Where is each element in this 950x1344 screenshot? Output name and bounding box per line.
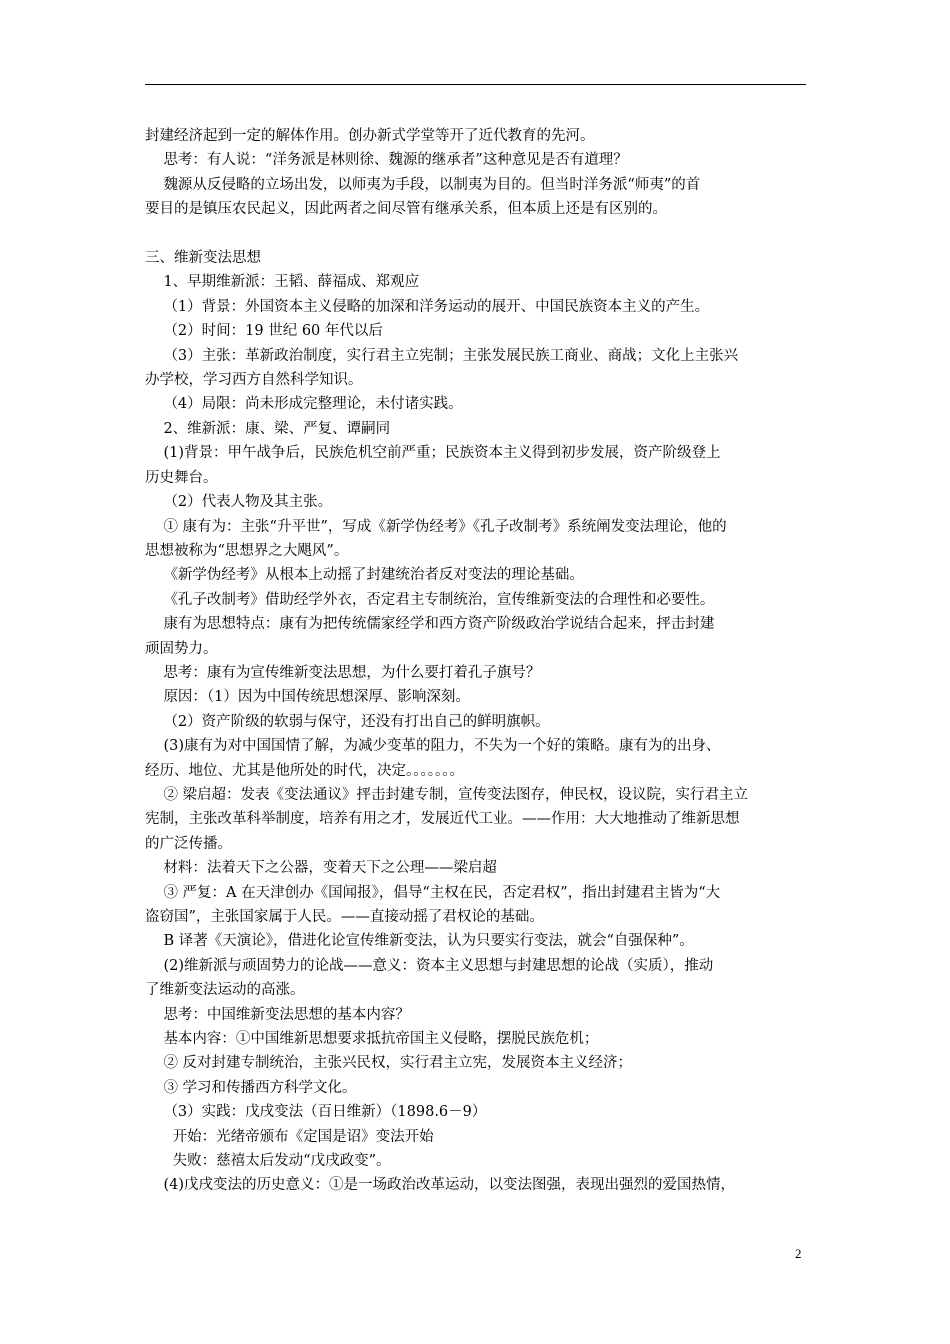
text-line: （2）时间：19 世纪 60 年代以后 (145, 323, 383, 340)
text-line: 基本内容：①中国维新思想要求抵抗帝国主义侵略，摆脱民族危机； (145, 1031, 599, 1048)
text-line: 思考：中国维新变法思想的基本内容？ (145, 1006, 410, 1023)
text-line: 历史舞台。 (145, 469, 218, 486)
text-line: (1)背景：甲午战争后，民族危机空前严重；民族资本主义得到初步发展，资产阶级登上 (145, 445, 721, 462)
text-line: ② 梁启超：发表《变法通议》抨击封建专制，宣传变法图存，伸民权，设议院，实行君主立 (145, 786, 749, 803)
text-line: 原因：（1）因为中国传统思想深厚、影响深刻。 (145, 689, 470, 706)
text-line: （2）资产阶级的软弱与保守，还没有打出自己的鲜明旗帜。 (145, 713, 550, 730)
text-line: 康有为思想特点：康有为把传统儒家经学和西方资产阶级政治学说结合起来，抨击封建 (145, 616, 715, 633)
text-line: （4）局限：尚未形成完整理论，未付诸实践。 (145, 396, 463, 413)
text-line: 《新学伪经考》从根本上动摇了封建统治者反对变法的理论基础。 (145, 567, 584, 584)
blank-line (145, 222, 810, 246)
text-line: ③ 学习和传播西方科学文化。 (145, 1079, 357, 1096)
text-line: 思想被称为“思想界之大飓风”。 (145, 542, 349, 559)
text-line: 材料：法着天下之公器，变着天下之公理——梁启超 (145, 860, 497, 877)
text-line: 思考：有人说：“洋务派是林则徐、魏源的继承者”这种意见是否有道理？ (145, 152, 628, 169)
text-line: (2)维新派与顽固势力的论战——意义：资本主义思想与封建思想的论战（实质），推动 (145, 957, 714, 974)
text-line: 封建经济起到一定的解体作用。创办新式学堂等开了近代教育的先河。 (145, 128, 595, 144)
header-rule (145, 84, 806, 85)
text-line: 魏源从反侵略的立场出发，以师夷为手段，以制夷为目的。但当时洋务派“师夷”的首 (145, 176, 701, 193)
text-line: (3)康有为对中国国情了解，为减少变革的阻力，不失为一个好的策略。康有为的出身、 (145, 738, 721, 755)
text-line: ③ 严复：A 在天津创办《国闻报》，倡导“主权在民，否定君权”，指出封建君主皆为“大 (145, 884, 721, 901)
text-line: 的广泛传播。 (145, 835, 232, 852)
text-line: ① 康有为：主张“升平世”，写成《新学伪经考》《孔子改制考》系统阐发变法理论，他的 (145, 518, 727, 535)
page-number: 2 (795, 1246, 802, 1261)
text-line: 办学校，学习西方自然科学知识。 (145, 372, 363, 389)
text-line: （2）代表人物及其主张。 (145, 494, 333, 511)
text-line: 经历、地位、尤其是他所处的时代，决定。。。。。。。 (145, 762, 464, 779)
body-text (145, 124, 810, 1198)
text-line: 要目的是镇压农民起义，因此两者之间尽管有继承关系，但本质上还是有区别的。 (145, 201, 667, 218)
text-line: （3）主张：革新政治制度，实行君主立宪制；主张发展民族工商业、商战；文化上主张兴 (145, 347, 739, 364)
text-line: 开始：光绪帝颁布《定国是诏》变法开始 (145, 1128, 434, 1145)
text-line: 思考：康有为宣传维新变法思想，为什么要打着孔子旗号？ (145, 664, 541, 681)
text-line: （3）实践：戊戌变法（百日维新）（1898.6－9） (145, 1104, 487, 1121)
text-line: 了维新变法运动的高涨。 (145, 982, 305, 999)
text-line: 三、维新变法思想 (145, 250, 261, 267)
text-line: ② 反对封建专制统治，主张兴民权，实行君主立宪，发展资本主义经济； (145, 1055, 633, 1072)
text-line: 顽固势力。 (145, 640, 218, 657)
text-line: 1、早期维新派：王韬、薛福成、郑观应 (145, 274, 420, 291)
text-line: 失败：慈禧太后发动“戊戌政变”。 (145, 1153, 391, 1170)
text-line: 宪制，主张改革科举制度，培养有用之才，发展近代工业。——作用：大大地推动了维新思想 (145, 811, 740, 828)
text-line: 2、维新派：康、梁、严复、谭嗣同 (145, 420, 391, 437)
text-line: 盗窃国”，主张国家属于人民。——直接动摇了君权论的基础。 (145, 909, 544, 925)
text-line: B 译著《天演论》，借进化论宣传维新变法，认为只要实行变法，就会“自强保种”。 (145, 933, 694, 950)
text-line: （1）背景：外国资本主义侵略的加深和洋务运动的展开、中国民族资本主义的产生。 (145, 298, 710, 315)
text-line: 《孔子改制考》借助经学外衣，否定君主专制统治，宣传维新变法的合理性和必要性。 (145, 591, 715, 608)
text-line: (4)戊戌变法的历史意义：①是一场政治改革运动，以变法图强，表现出强烈的爱国热情， (145, 1177, 735, 1194)
